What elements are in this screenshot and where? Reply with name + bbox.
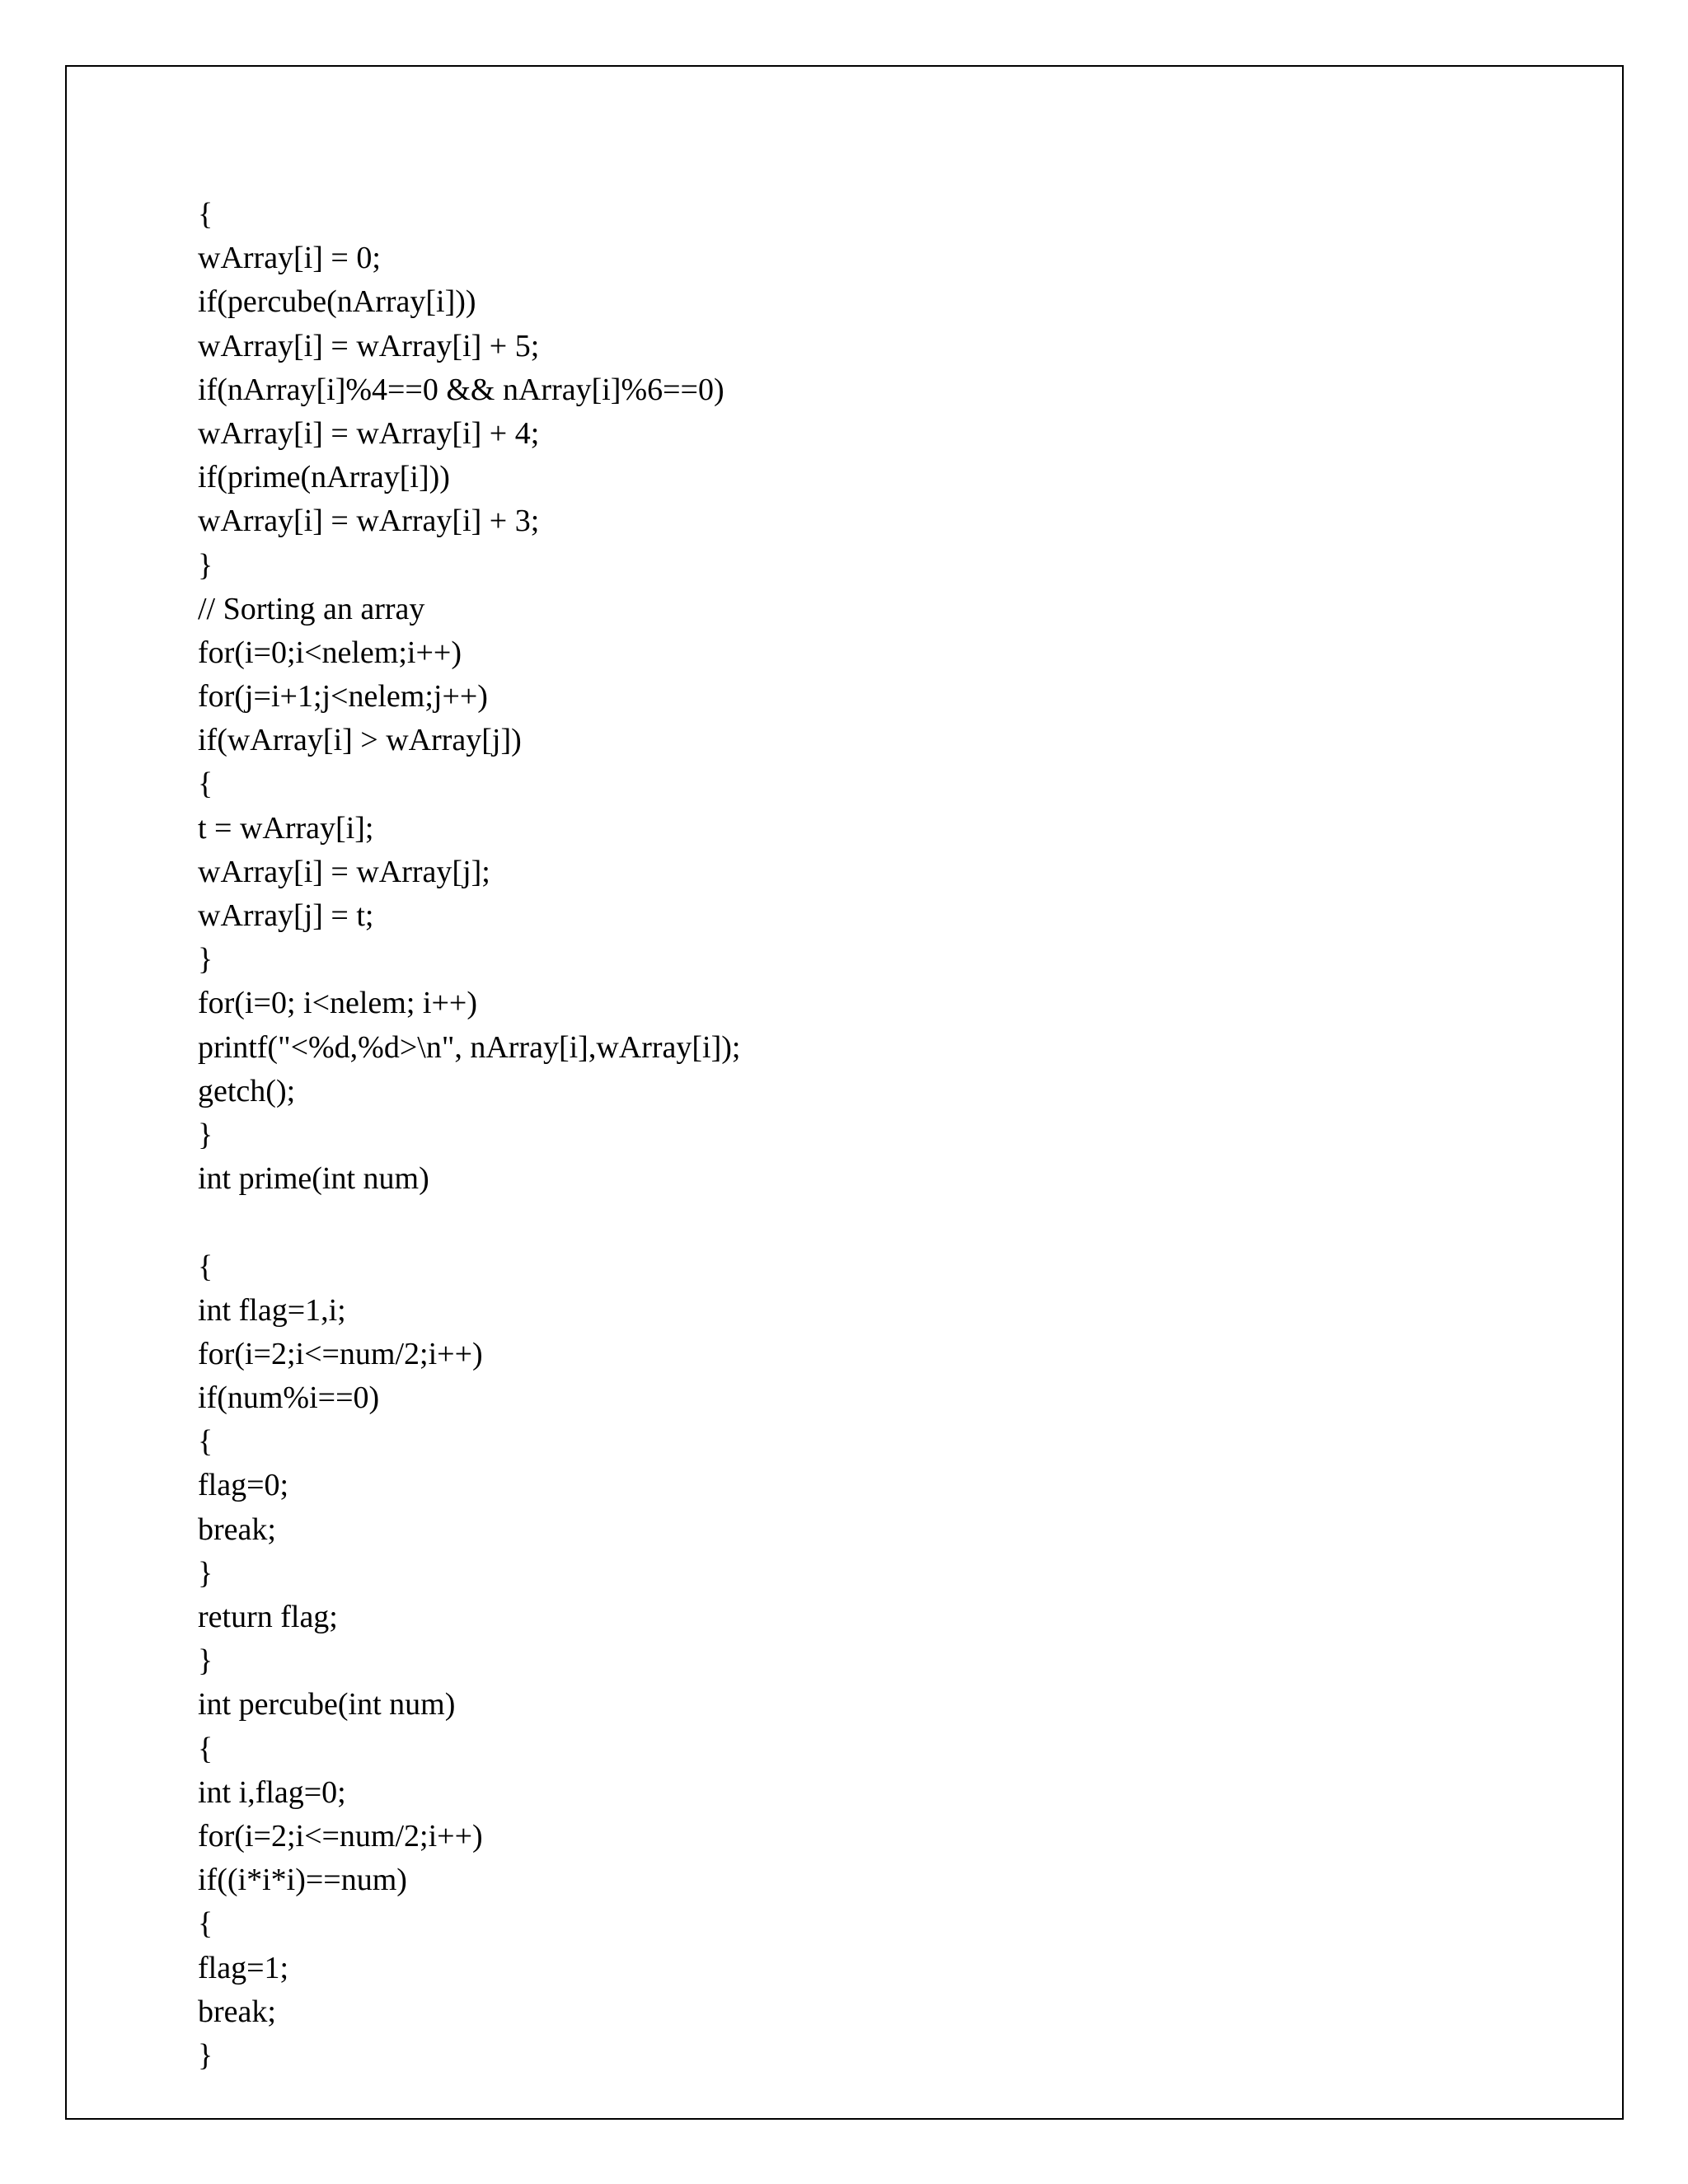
- code-line-17: wArray[j] = t;: [198, 898, 374, 933]
- code-line-39: if((i*i*i)==num): [198, 1863, 407, 1898]
- code-line-14: {: [198, 766, 213, 802]
- code-line-8: wArray[i] = wArray[i] + 3;: [198, 504, 540, 539]
- code-line-32: }: [198, 1555, 213, 1591]
- code-line-30: flag=0;: [198, 1468, 289, 1503]
- code-line-1: {: [198, 197, 213, 232]
- code-line-21: getch();: [198, 1073, 296, 1108]
- code-line-5: if(nArray[i]%4==0 && nArray[i]%6==0): [198, 372, 724, 407]
- code-line-19: for(i=0; i<nelem; i++): [198, 986, 477, 1021]
- code-line-29: {: [198, 1424, 213, 1460]
- code-line-9: }: [198, 547, 213, 583]
- code-line-36: {: [198, 1731, 213, 1766]
- code-line-42: break;: [198, 1994, 276, 2029]
- code-comment-sorting: // Sorting an array: [198, 591, 425, 626]
- code-line-3: if(percube(nArray[i])): [198, 284, 476, 320]
- code-line-37: int i,flag=0;: [198, 1774, 346, 1810]
- code-line-11: for(i=0;i<nelem;i++): [198, 635, 462, 670]
- code-line-34: }: [198, 1643, 213, 1679]
- code-line-22: }: [198, 1117, 213, 1152]
- code-function-percube: int percube(int num): [198, 1687, 456, 1722]
- code-line-41: flag=1;: [198, 1950, 289, 1985]
- code-line-2: wArray[i] = 0;: [198, 241, 381, 276]
- code-line-15: t = wArray[i];: [198, 810, 374, 846]
- code-line-25: {: [198, 1249, 213, 1284]
- code-line-12: for(j=i+1;j<nelem;j++): [198, 679, 488, 715]
- code-line-40: {: [198, 1906, 213, 1942]
- code-line-20: printf("<%d,%d>\n", nArray[i],wArray[i]);: [198, 1029, 741, 1065]
- code-line-43: }: [198, 2037, 213, 2073]
- code-line-13: if(wArray[i] > wArray[j]): [198, 723, 522, 758]
- code-function-prime: int prime(int num): [198, 1161, 429, 1197]
- code-blank-line: [198, 1201, 1558, 1244]
- code-line-26: int flag=1,i;: [198, 1292, 346, 1328]
- code-listing: [198, 193, 1558, 2078]
- code-line-33: return flag;: [198, 1600, 338, 1634]
- code-line-18: }: [198, 942, 213, 977]
- code-line-38: for(i=2;i<=num/2;i++): [198, 1818, 483, 1854]
- code-line-6: wArray[i] = wArray[i] + 4;: [198, 415, 540, 451]
- code-line-27: for(i=2;i<=num/2;i++): [198, 1336, 483, 1371]
- code-line-28: if(num%i==0): [198, 1380, 380, 1416]
- code-line-31: break;: [198, 1511, 276, 1547]
- code-line-16: wArray[i] = wArray[j];: [198, 854, 490, 889]
- code-line-4: wArray[i] = wArray[i] + 5;: [198, 328, 540, 363]
- code-line-7: if(prime(nArray[i])): [198, 460, 450, 495]
